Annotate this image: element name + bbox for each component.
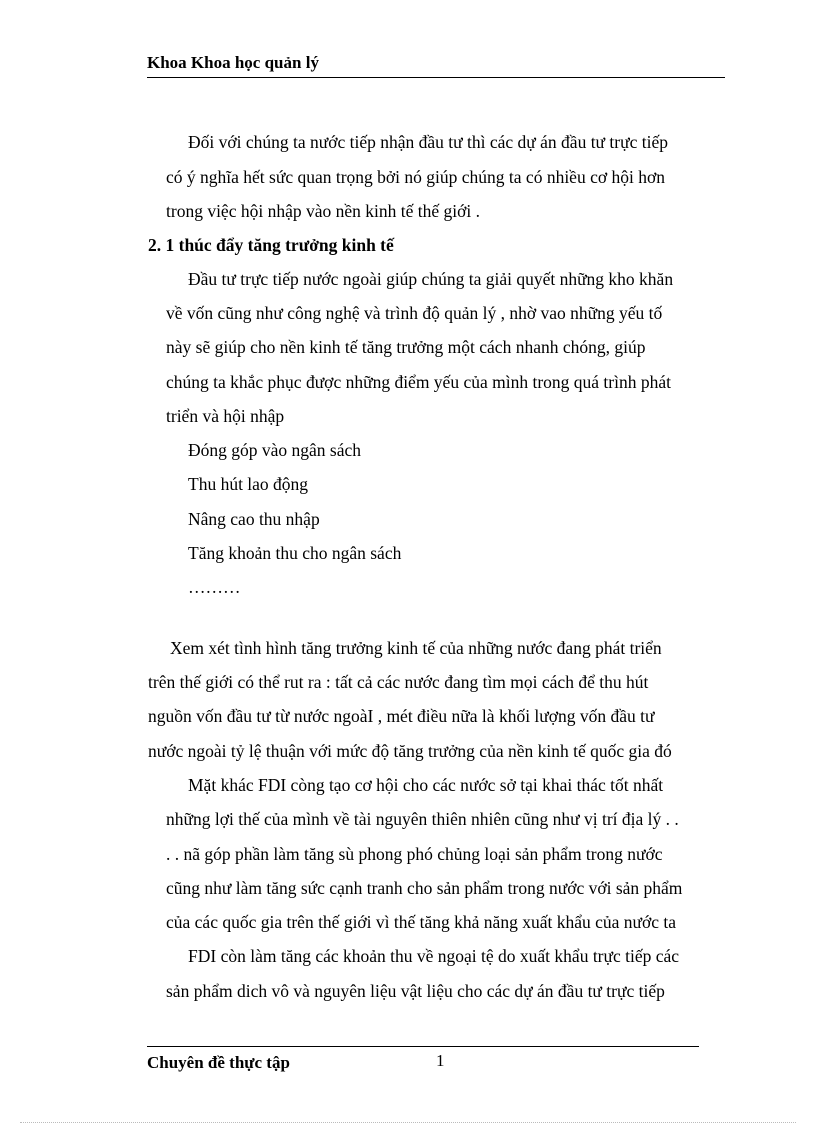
paragraph-4-line-1: Mặt khác FDI còng tạo cơ hội cho các nước sở tại khai thác tốt nhất: [188, 775, 664, 795]
list-item: Tăng khoản thu cho ngân sách: [188, 543, 402, 563]
list-item: Thu hút lao động: [188, 474, 309, 494]
paragraph-4-line-2: những lợi thế của mình về tài nguyên thiên nhiên cũng như vị trí địa lý . .: [166, 809, 679, 829]
paragraph-3-line-3: nguồn vốn đầu tư từ nước ngoàI , mét điều nữa là khối lượng vốn đầu tư: [148, 706, 655, 726]
paragraph-1-line-2: có ý nghĩa hết sức quan trọng bởi nó giúp chúng ta có nhiều cơ hội hơn: [166, 167, 665, 187]
paragraph-2-line-2: về vốn cũng như công nghệ và trình độ quản lý , nhờ vao những yếu tố: [166, 303, 663, 323]
paragraph-5-line-2: sản phẩm dich vô và nguyên liệu vật liệu cho các dự án đầu tư trực tiếp: [166, 981, 665, 1001]
paragraph-4-line-4: cũng như làm tăng sức cạnh tranh cho sản phẩm trong nước với sản phẩm: [166, 878, 683, 898]
paragraph-3-line-1: Xem xét tình hình tăng trưởng kinh tế của những nước đang phát triển: [170, 638, 662, 658]
list-item: Đóng góp vào ngân sách: [188, 440, 362, 460]
paragraph-5-line-1: FDI còn làm tăng các khoản thu về ngoại tệ do xuất khẩu trực tiếp các: [188, 946, 680, 966]
paragraph-1-line-1: Đối với chúng ta nước tiếp nhận đầu tư thì các dự án đầu tư trực tiếp: [188, 132, 668, 152]
paragraph-2-line-4: chúng ta khắc phục được những điểm yếu của mình trong quá trình phát: [166, 372, 671, 392]
paragraph-3-line-2: trên thế giới có thể rut ra : tất cả các nước đang tìm mọi cách để thu hút: [148, 672, 649, 692]
paragraph-4-line-5: của các quốc gia trên thế giới vì thế tăng khả năng xuất khẩu của nước ta: [166, 912, 677, 932]
paragraph-2-line-3: này sẽ giúp cho nền kinh tế tăng trưởng một cách nhanh chóng, giúp: [166, 337, 646, 357]
page-number: 1: [436, 1051, 445, 1070]
footer-divider: [147, 1046, 699, 1047]
paragraph-2-line-5: triển và hội nhập: [166, 406, 285, 426]
page-header-title: Khoa Khoa học quản lý: [147, 52, 725, 78]
footer-label: Chuyên đề thực tập: [147, 1053, 290, 1072]
paragraph-3-line-4: nước ngoài tỷ lệ thuận với mức độ tăng trưởng của nền kinh tế quốc gia đó: [148, 741, 672, 761]
paragraph-1-line-3: trong việc hội nhập vào nền kinh tế thế giới .: [166, 201, 480, 221]
section-heading: 2. 1 thúc đẩy tăng trưởng kinh tế: [148, 235, 394, 255]
list-item: Nâng cao thu nhập: [188, 509, 320, 529]
paragraph-4-line-3: . . nã góp phần làm tăng sù phong phó chủng loại sản phẩm trong nước: [166, 844, 663, 864]
list-item-ellipsis: ………: [188, 577, 241, 597]
paragraph-2-line-1: Đầu tư trực tiếp nước ngoài giúp chúng ta giải quyết những kho khăn: [188, 269, 674, 289]
